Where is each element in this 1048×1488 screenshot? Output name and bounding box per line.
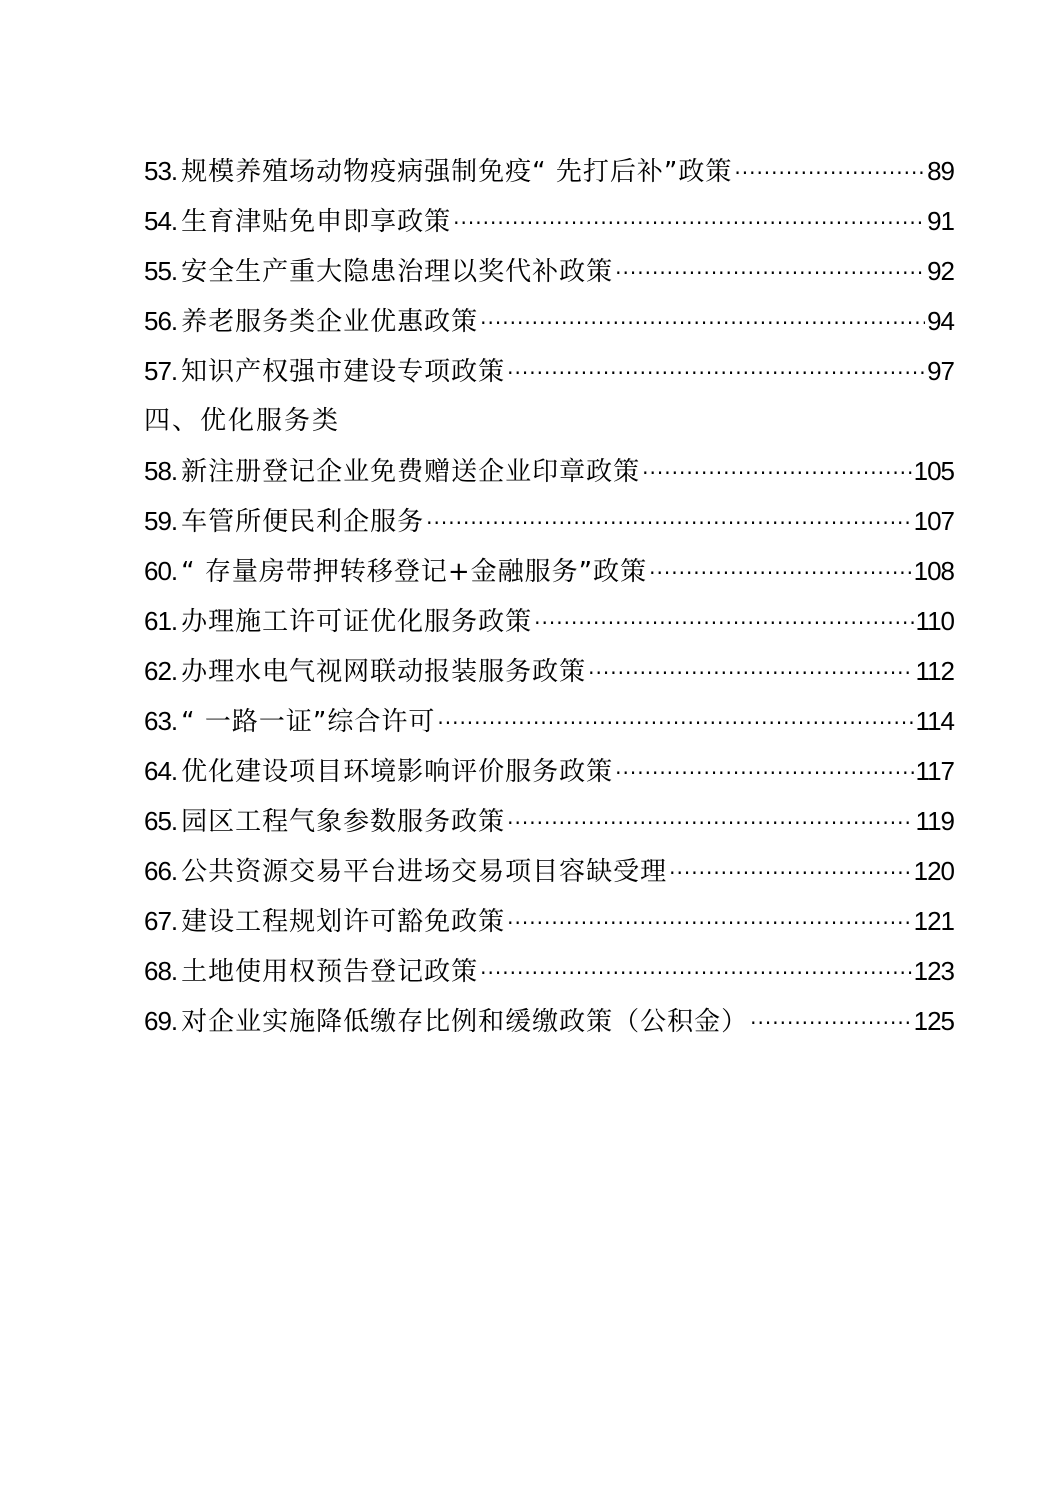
toc-group-after — [144, 446, 954, 1046]
toc-entry-page: 105 — [913, 456, 954, 486]
dot-leader — [734, 148, 925, 198]
toc-entry-number: 53. — [144, 156, 178, 186]
toc-entry-page: 117 — [915, 756, 954, 786]
toc-entry-number: 61. — [144, 606, 178, 636]
toc-entry — [144, 996, 954, 1046]
toc-entry — [144, 746, 954, 796]
dot-leader — [534, 598, 913, 648]
toc-entry-number: 60. — [144, 556, 178, 586]
toc-entry-number: 55. — [144, 256, 178, 286]
toc-entry — [144, 546, 954, 596]
toc-entry — [144, 896, 954, 946]
toc-entry — [144, 946, 954, 996]
toc-entry-title: 建设工程规划许可豁免政策 — [181, 907, 506, 937]
toc-entry-title: 安全生产重大隐患治理以奖代补政策 — [181, 257, 614, 287]
dot-leader — [453, 198, 925, 248]
toc-entry-title: 规模养殖场动物疫病强制免疫“ 先打后补”政策 — [181, 157, 733, 187]
toc-entry — [144, 296, 954, 346]
toc-entry-title: 知识产权强市建设专项政策 — [181, 357, 506, 387]
toc-entry — [144, 446, 954, 496]
toc-entry-page: 120 — [913, 856, 954, 886]
dot-leader — [507, 798, 913, 848]
dot-leader — [426, 498, 911, 548]
toc-entry — [144, 696, 954, 746]
dot-leader — [642, 448, 911, 498]
toc-entry-title: 生育津贴免申即享政策 — [181, 207, 452, 237]
toc-entry-page: 97 — [927, 356, 954, 386]
dot-leader — [480, 948, 911, 998]
toc-entry — [144, 596, 954, 646]
toc-entry-title: 公共资源交易平台进场交易项目容缺受理 — [181, 857, 668, 887]
table-of-contents — [144, 146, 954, 1046]
toc-entry-title: “ 存量房带押转移登记+金融服务”政策 — [181, 557, 648, 587]
toc-entry-number: 57. — [144, 356, 178, 386]
toc-entry-page: 108 — [913, 556, 954, 586]
toc-entry-title: 土地使用权预告登记政策 — [181, 957, 479, 987]
toc-entry-page: 123 — [913, 956, 954, 986]
toc-entry-page: 110 — [915, 606, 954, 636]
toc-entry-number: 56. — [144, 306, 178, 336]
toc-entry — [144, 496, 954, 546]
toc-group-before — [144, 146, 954, 396]
toc-entry-number: 63. — [144, 706, 178, 736]
toc-entry-number: 68. — [144, 956, 178, 986]
toc-entry-page: 125 — [913, 1006, 954, 1036]
toc-entry-title: 办理水电气视网联动报装服务政策 — [181, 657, 587, 687]
toc-entry-page: 91 — [927, 206, 954, 236]
dot-leader — [437, 698, 913, 748]
toc-entry-number: 62. — [144, 656, 178, 686]
toc-entry-page: 121 — [913, 906, 954, 936]
toc-entry — [144, 246, 954, 296]
toc-entry-page: 92 — [927, 256, 954, 286]
toc-entry-number: 59. — [144, 506, 178, 536]
dot-leader — [615, 748, 913, 798]
toc-entry-page: 114 — [915, 706, 954, 736]
toc-entry-title: 园区工程气象参数服务政策 — [181, 807, 506, 837]
toc-entry-title: 优化建设项目环境影响评价服务政策 — [181, 757, 614, 787]
toc-entry-title: 养老服务类企业优惠政策 — [181, 307, 479, 337]
toc-entry-number: 69. — [144, 1006, 178, 1036]
toc-entry-number: 66. — [144, 856, 178, 886]
toc-entry — [144, 796, 954, 846]
toc-entry — [144, 196, 954, 246]
dot-leader — [669, 848, 911, 898]
dot-leader — [480, 298, 925, 348]
toc-entry-page: 119 — [915, 806, 954, 836]
toc-entry-title: 对企业实施降低缴存比例和缓缴政策（公积金） — [181, 1007, 749, 1037]
toc-entry-number: 58. — [144, 456, 178, 486]
toc-entry-page: 107 — [913, 506, 954, 536]
toc-entry — [144, 646, 954, 696]
toc-entry-page: 112 — [915, 656, 954, 686]
toc-entry — [144, 146, 954, 196]
dot-leader — [649, 548, 911, 598]
toc-entry-title: “ 一路一证”综合许可 — [181, 707, 436, 737]
toc-entry-title: 新注册登记企业免费赠送企业印章政策 — [181, 457, 641, 487]
section-heading: 四、优化服务类 — [144, 406, 341, 436]
toc-entry-page: 89 — [927, 156, 954, 186]
dot-leader — [750, 998, 911, 1048]
toc-entry-page: 94 — [927, 306, 954, 336]
dot-leader — [615, 248, 925, 298]
dot-leader — [507, 898, 911, 948]
toc-entry — [144, 346, 954, 396]
toc-entry-title: 车管所便民利企服务 — [181, 507, 425, 537]
dot-leader — [588, 648, 913, 698]
toc-entry-number: 65. — [144, 806, 178, 836]
toc-entry — [144, 846, 954, 896]
toc-entry-title: 办理施工许可证优化服务政策 — [181, 607, 533, 637]
toc-entry-number: 54. — [144, 206, 178, 236]
dot-leader — [507, 348, 925, 398]
toc-entry-number: 64. — [144, 756, 178, 786]
toc-entry-number: 67. — [144, 906, 178, 936]
